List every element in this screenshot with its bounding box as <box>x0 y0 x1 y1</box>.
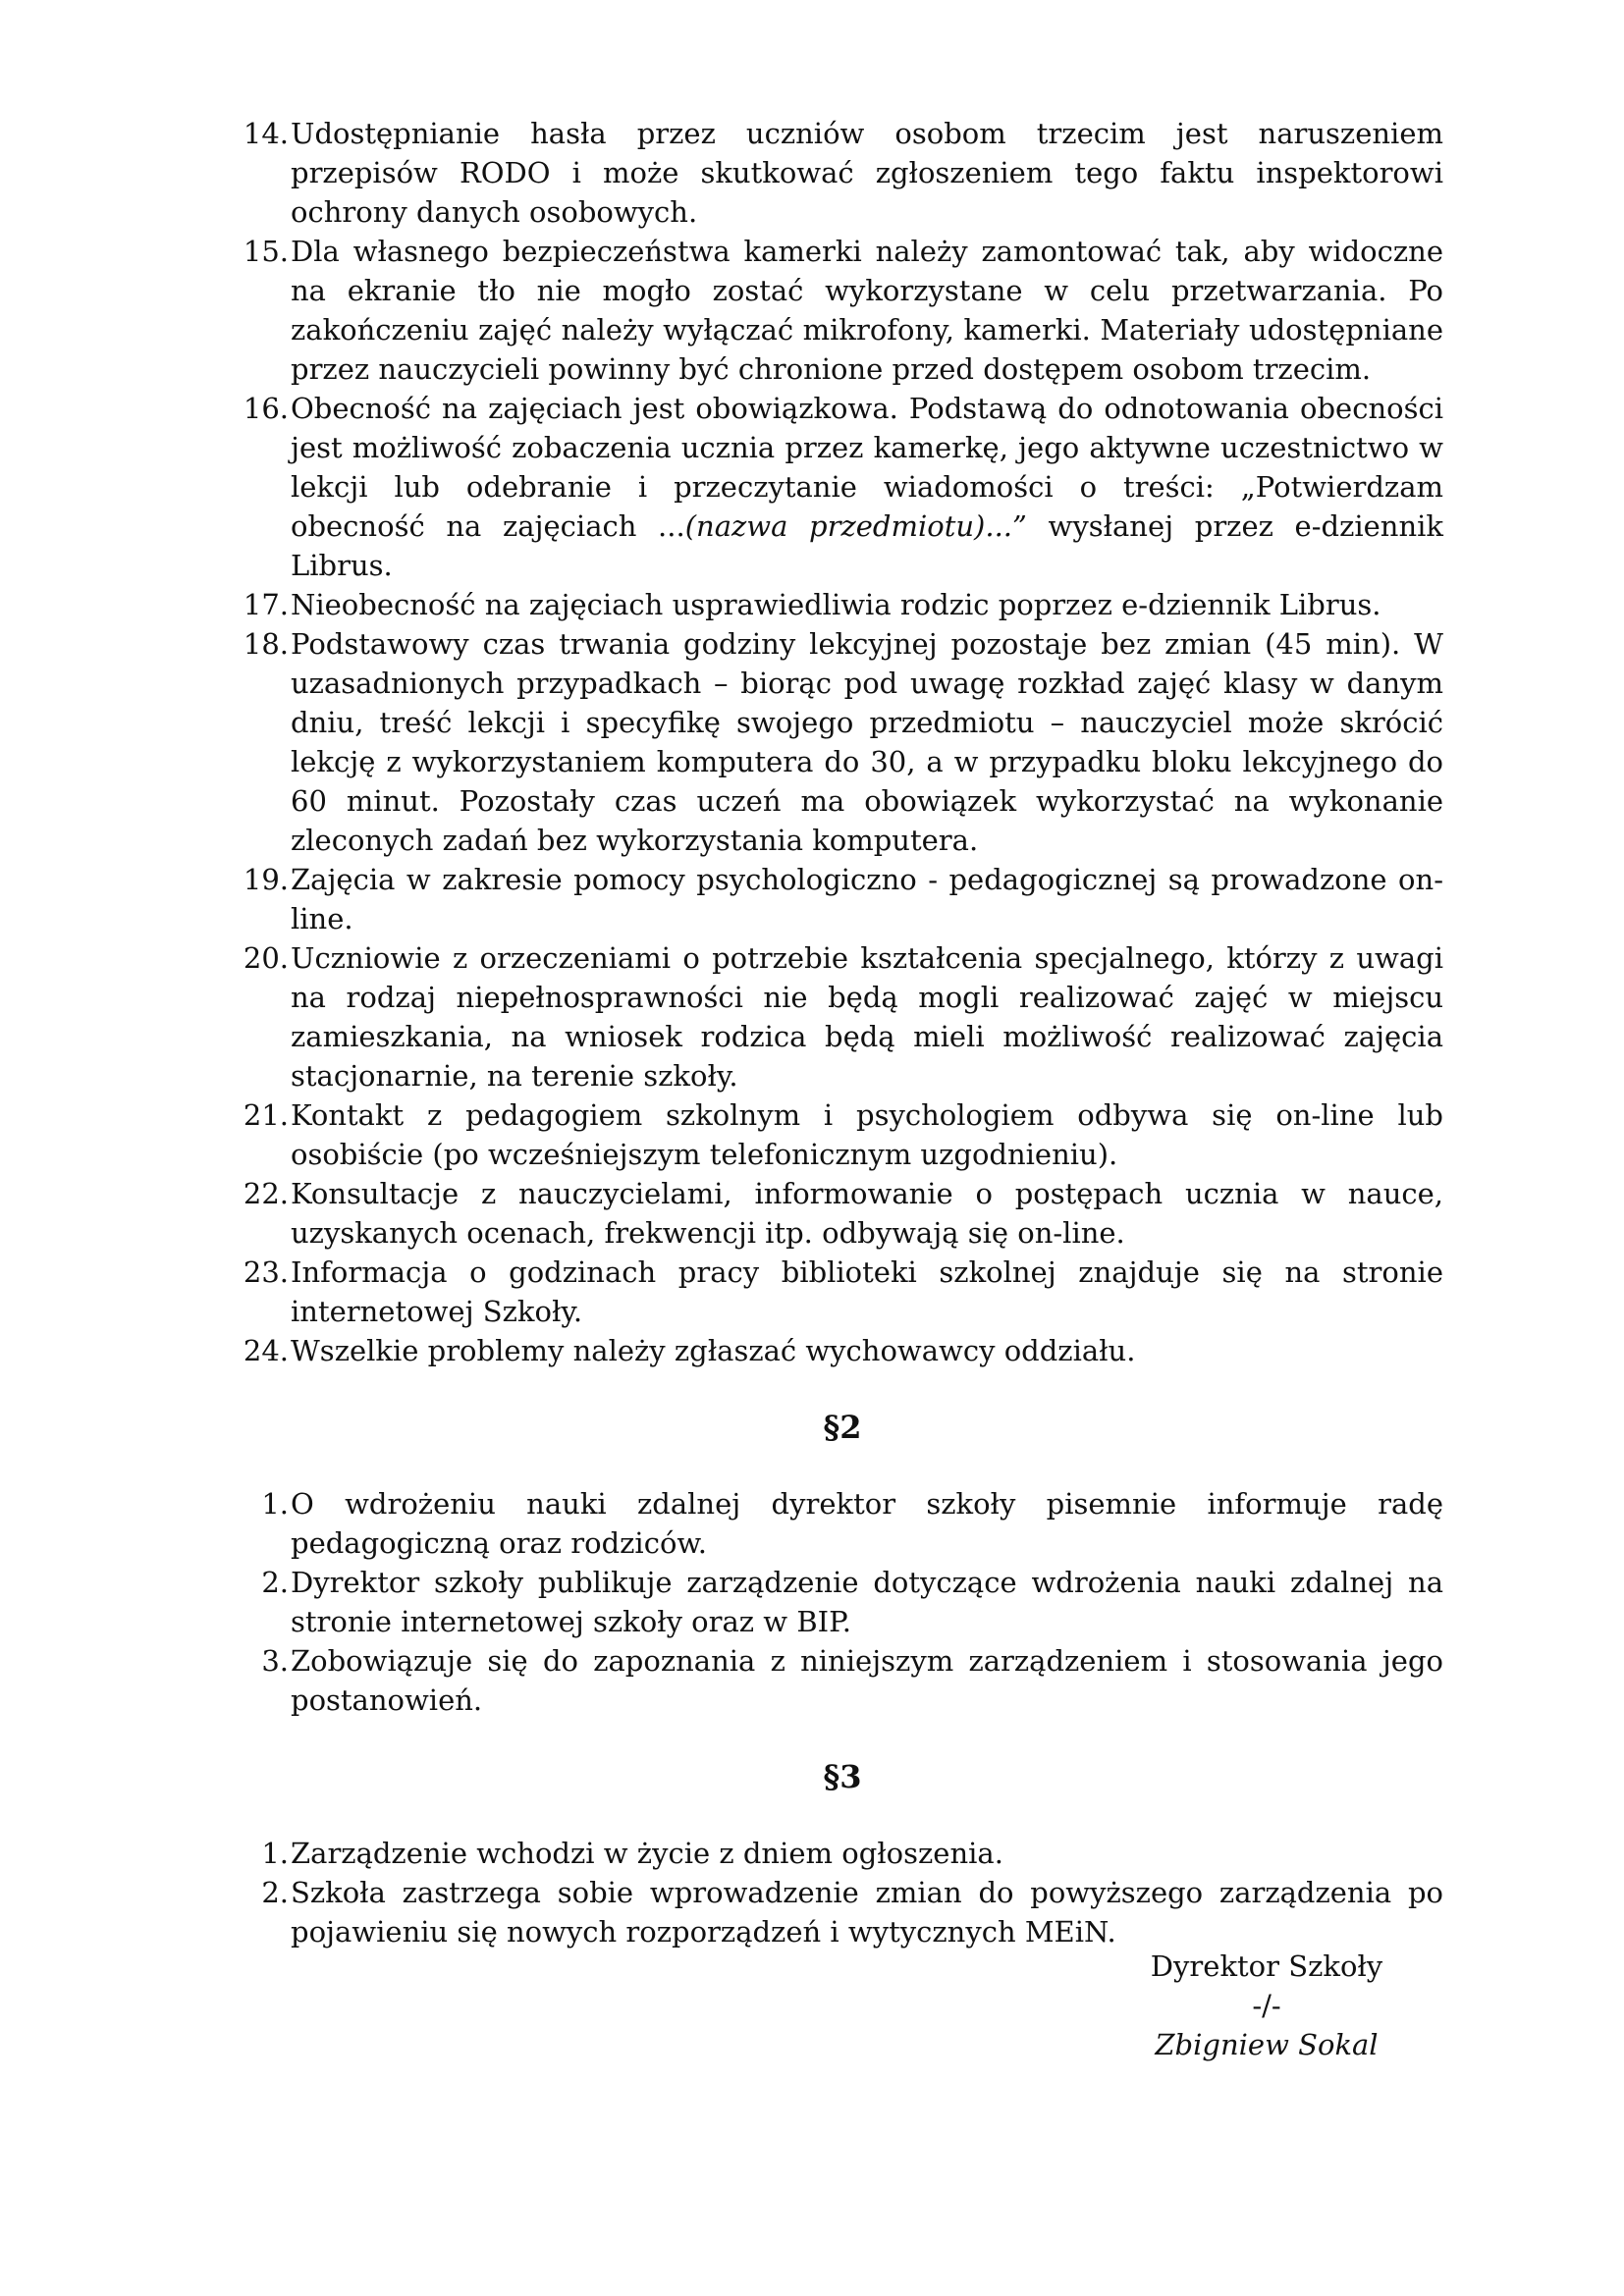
list-item <box>242 232 1443 389</box>
item-number: 17. <box>243 588 289 621</box>
document-body <box>242 114 1443 1951</box>
item-text: Dla własnego bezpieczeństwa kamerki należy zamontować tak, aby widoczne na ekranie tło nie mogło zostać wykorzystane w celu przetwarzania. Po zakończeniu zajęć należy wyłączać mikrofony, kamerki. Materiały udostępniane przez nauczycieli powinny być chronione przed dostępem osobom trzecim. <box>291 235 1443 386</box>
item-text: Informacja o godzinach pracy biblioteki szkolnej znajduje się na stronie internetowej Szkoły. <box>291 1255 1443 1328</box>
item-number: 21. <box>243 1098 289 1132</box>
item-text: Obecność na zajęciach jest obowiązkowa. Podstawą do odnotowania obecności jest możliwość zobaczenia ucznia przez kamerkę, jego aktywne uczestnictwo w lekcji lub odebranie i przeczytanie wiadomości o treści: „Potwierdzam obecność na zajęciach ... <box>291 392 1443 543</box>
item-text: Zarządzenie wchodzi w życie z dniem ogłoszenia. <box>291 1837 1003 1870</box>
list-item <box>242 1563 1443 1641</box>
regulation-list-section3 <box>242 1834 1443 1951</box>
list-item <box>242 1253 1443 1331</box>
signature-title: Dyrektor Szkoły <box>1150 1949 1383 1983</box>
item-number: 24. <box>243 1334 289 1367</box>
item-number: 14. <box>243 117 289 150</box>
signature-name: Zbigniew Sokal <box>1155 2028 1379 2061</box>
item-number: 2. <box>261 1876 289 1909</box>
item-number: 15. <box>243 235 289 268</box>
list-item <box>242 1484 1443 1563</box>
item-text: Dyrektor szkoły publikuje zarządzenie dotyczące wdrożenia nauki zdalnej na stronie internetowej szkoły oraz w BIP. <box>291 1566 1443 1638</box>
item-text-tail: wysłanej przez e-dziennik Librus. <box>291 509 1443 582</box>
item-number: 19. <box>243 863 289 896</box>
section-heading-2: §2 <box>823 1409 862 1446</box>
item-number: 16. <box>243 392 289 425</box>
list-item <box>242 1095 1443 1174</box>
list-item <box>242 1641 1443 1720</box>
list-item <box>242 860 1443 938</box>
list-item <box>242 585 1443 624</box>
section-heading-3: §3 <box>823 1758 862 1795</box>
item-text: Zobowiązuje się do zapoznania z niniejszym zarządzeniem i stosowania jego postanowień. <box>291 1644 1443 1717</box>
item-text: O wdrożeniu nauki zdalnej dyrektor szkoły pisemnie informuje radę pedagogiczną oraz rodziców. <box>291 1487 1443 1560</box>
list-item <box>242 1331 1443 1370</box>
list-item <box>242 938 1443 1095</box>
list-item <box>242 1174 1443 1253</box>
list-item <box>242 1873 1443 1951</box>
item-number: 23. <box>243 1255 289 1289</box>
signature-mark: -/- <box>1252 1989 1281 2022</box>
item-text: Podstawowy czas trwania godziny lekcyjnej pozostaje bez zmian (45 min). W uzasadnionych przypadkach – biorąc pod uwagę rozkład zajęć klasy w danym dniu, treść lekcji i specyfikę swojego przedmiotu – nauczyciel może skrócić lekcję z wykorzystaniem komputera do 30, a w przypadku bloku lekcyjnego do 60 minut. Pozostały czas uczeń ma obowiązek wykorzystać na wykonanie zleconych zadań bez wykorzystania komputera. <box>291 627 1443 857</box>
item-text: Wszelkie problemy należy zgłaszać wychowawcy oddziału. <box>291 1334 1136 1367</box>
item-text: Zajęcia w zakresie pomocy psychologiczno - pedagogicznej są prowadzone on-line. <box>291 863 1443 935</box>
item-number: 2. <box>261 1566 289 1599</box>
item-text: Konsultacje z nauczycielami, informowanie o postępach ucznia w nauce, uzyskanych ocenach, frekwencji itp. odbywają się on-line. <box>291 1177 1443 1250</box>
item-number: 1. <box>261 1837 289 1870</box>
item-text-italic: (nazwa przedmiotu)...” <box>684 509 1027 543</box>
list-item <box>242 114 1443 232</box>
item-number: 1. <box>261 1487 289 1521</box>
item-text: Nieobecność na zajęciach usprawiedliwia rodzic poprzez e-dziennik Librus. <box>291 588 1381 621</box>
signature-block <box>1119 1947 1414 2064</box>
list-item <box>242 624 1443 860</box>
item-number: 20. <box>243 941 289 975</box>
regulation-list-section1 <box>242 114 1443 1370</box>
item-number: 22. <box>243 1177 289 1210</box>
list-item <box>242 1834 1443 1873</box>
list-item <box>242 389 1443 585</box>
item-number: 3. <box>261 1644 289 1678</box>
item-text: Udostępnianie hasła przez uczniów osobom trzecim jest naruszeniem przepisów RODO i może skutkować zgłoszeniem tego faktu inspektorowi ochrony danych osobowych. <box>291 117 1443 229</box>
item-text: Uczniowie z orzeczeniami o potrzebie kształcenia specjalnego, którzy z uwagi na rodzaj niepełnosprawności nie będą mogli realizować zajęć w miejscu zamieszkania, na wniosek rodzica będą mieli możliwość realizować zajęcia stacjonarnie, na terenie szkoły. <box>291 941 1443 1093</box>
item-number: 18. <box>243 627 289 661</box>
item-text: Szkoła zastrzega sobie wprowadzenie zmian do powyższego zarządzenia po pojawieniu się nowych rozporządzeń i wytycznych MEiN. <box>291 1876 1443 1949</box>
item-text: Kontakt z pedagogiem szkolnym i psychologiem odbywa się on-line lub osobiście (po wcześniejszym telefonicznym uzgodnieniu). <box>291 1098 1443 1171</box>
regulation-list-section2 <box>242 1484 1443 1720</box>
